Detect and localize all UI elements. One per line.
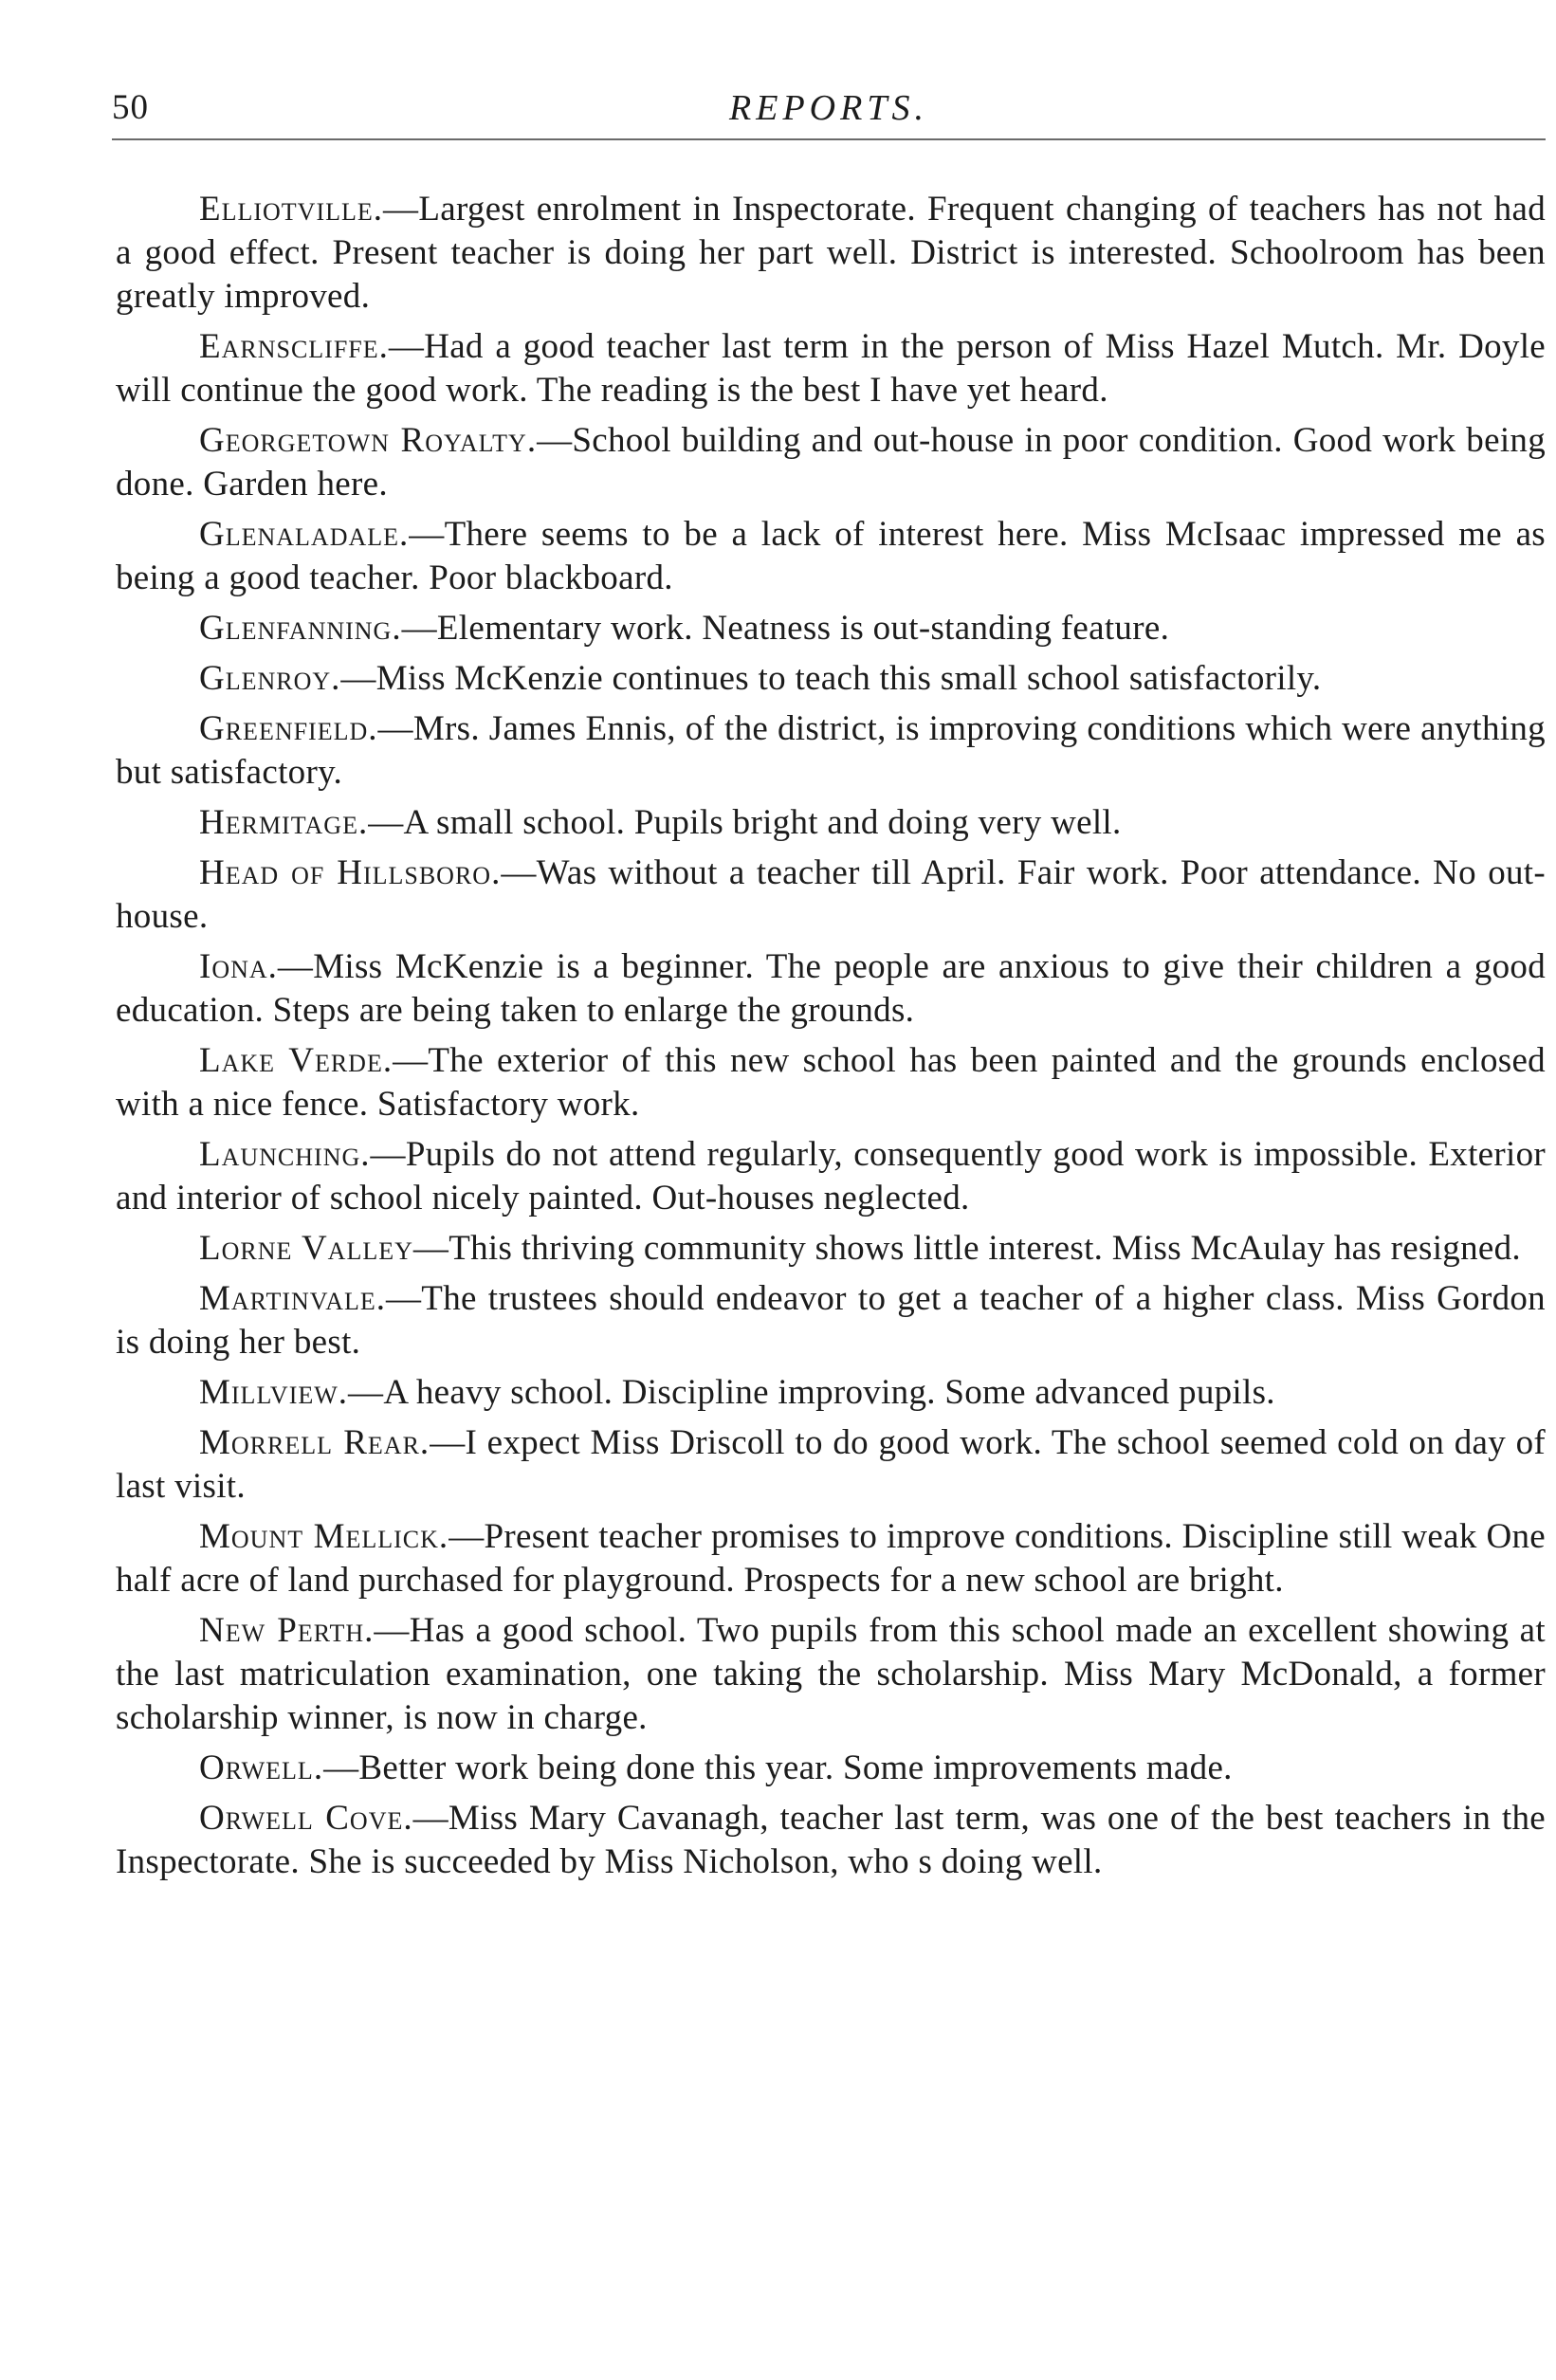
school-name: Glenfanning. (199, 609, 402, 648)
entry-orwell-cove (116, 1797, 1546, 1884)
entry-head-of-hillsboro (116, 851, 1546, 939)
entry-orwell (116, 1747, 1546, 1790)
entry-earnscliffe (116, 325, 1546, 412)
entry-text: —I expect Miss Driscoll to do good work. The school seemed cold on day of last visit. (116, 1423, 1546, 1506)
entry-text: —School building and out-house in poor condition. Good work being done. Garden here. (116, 421, 1546, 503)
entry-text: —Mrs. James Ennis, of the district, is improving conditions which were anything but satisfactory. (116, 709, 1546, 792)
school-name: Orwell Cove. (199, 1799, 413, 1838)
entry-mount-mellick (116, 1515, 1546, 1602)
school-name: Millview. (199, 1373, 349, 1412)
entry-text: —Has a good school. Two pupils from this school made an excellent showing at the last matriculation examination, one taking the scholarship. Miss Mary McDonald, a former scholarship winner, is now in charge. (116, 1611, 1546, 1737)
entry-text: —Miss Mary Cavanagh, teacher last term, was one of the best teachers in the Inspectorate. She is succeeded by Miss Nicholson, who s doing well. (116, 1799, 1546, 1881)
entry-text: —A heavy school. Discipline improving. Some advanced pupils. (348, 1373, 1275, 1412)
entry-text: —This thriving community shows little interest. Miss McAulay has resigned. (412, 1229, 1521, 1268)
school-name: Orwell. (199, 1748, 324, 1787)
entry-elliotville (116, 188, 1546, 319)
entry-lorne-valley (116, 1227, 1546, 1271)
entry-glenfanning (116, 607, 1546, 650)
entry-text: —The exterior of this new school has been painted and the grounds enclosed with a nice fence. Satisfactory work. (116, 1041, 1546, 1124)
school-name: Morrell Rear. (199, 1423, 430, 1462)
entry-text: —Better work being done this year. Some improvements made. (323, 1748, 1233, 1787)
entry-launching (116, 1133, 1546, 1220)
school-name: Launching. (199, 1135, 371, 1174)
page-number: 50 (112, 88, 149, 127)
school-name: Georgetown Royalty. (199, 421, 538, 460)
school-name: Martinvale. (199, 1279, 386, 1318)
school-name: Glenaladale. (199, 515, 410, 554)
school-name: Iona. (199, 947, 278, 986)
header-rule (112, 138, 1546, 140)
entry-text: —There seems to be a lack of interest here. Miss McIsaac impressed me as being a good teacher. Poor blackboard. (116, 515, 1546, 597)
entry-martinvale (116, 1277, 1546, 1364)
entry-text: —A small school. Pupils bright and doing very well. (368, 803, 1122, 842)
school-name: Lake Verde. (199, 1041, 394, 1080)
entry-text: —Elementary work. Neatness is out-standing feature. (401, 609, 1170, 648)
school-name: Elliotville. (199, 190, 384, 229)
school-name: New Perth. (199, 1611, 375, 1650)
entry-lake-verde (116, 1039, 1546, 1126)
entry-georgetown-royalty (116, 419, 1546, 506)
entry-greenfield (116, 707, 1546, 795)
school-name: Lorne Valley (199, 1229, 413, 1268)
school-name: Greenfield. (199, 709, 378, 748)
entry-glenaladale (116, 513, 1546, 600)
entry-hermitage (116, 801, 1546, 845)
entry-text: —Present teacher promises to improve conditions. Discipline still weak One half acre of land purchased for playground. Prospects for a new school are bright. (116, 1517, 1546, 1600)
entry-text: —The trustees should endeavor to get a teacher of a higher class. Miss Gordon is doing her best. (116, 1279, 1546, 1362)
school-name: Hermitage. (199, 803, 369, 842)
entry-text: —Miss McKenzie is a beginner. The people are anxious to give their children a good education. Steps are being taken to enlarge the grounds. (116, 947, 1546, 1030)
report-body (116, 188, 1546, 1891)
entry-text: —Largest enrolment in Inspectorate. Frequent changing of teachers has not had a good effect. Present teacher is doing her part well. District is interested. Schoolroom has been greatly improved. (116, 190, 1546, 316)
school-name: Head of Hillsboro. (199, 853, 502, 892)
entry-glenroy (116, 657, 1546, 701)
entry-new-perth (116, 1609, 1546, 1740)
entry-text: —Pupils do not attend regularly, consequently good work is impossible. Exterior and interior of school nicely painted. Out-houses neglected. (116, 1135, 1546, 1217)
entry-morrell-rear (116, 1421, 1546, 1509)
running-head: REPORTS. (729, 88, 928, 128)
entry-text: —Had a good teacher last term in the person of Miss Hazel Mutch. Mr. Doyle will continue the good work. The reading is the best I have yet heard. (116, 327, 1546, 410)
entry-text: —Miss McKenzie continues to teach this small school satisfactorily. (340, 659, 1322, 698)
entry-iona (116, 945, 1546, 1033)
entry-text: —Was without a teacher till April. Fair work. Poor attendance. No out-house. (116, 853, 1546, 936)
school-name: Glenroy. (199, 659, 341, 698)
school-name: Earnscliffe. (199, 327, 389, 366)
school-name: Mount Mellick. (199, 1517, 449, 1556)
entry-millview (116, 1371, 1546, 1415)
page-header (112, 87, 1546, 144)
